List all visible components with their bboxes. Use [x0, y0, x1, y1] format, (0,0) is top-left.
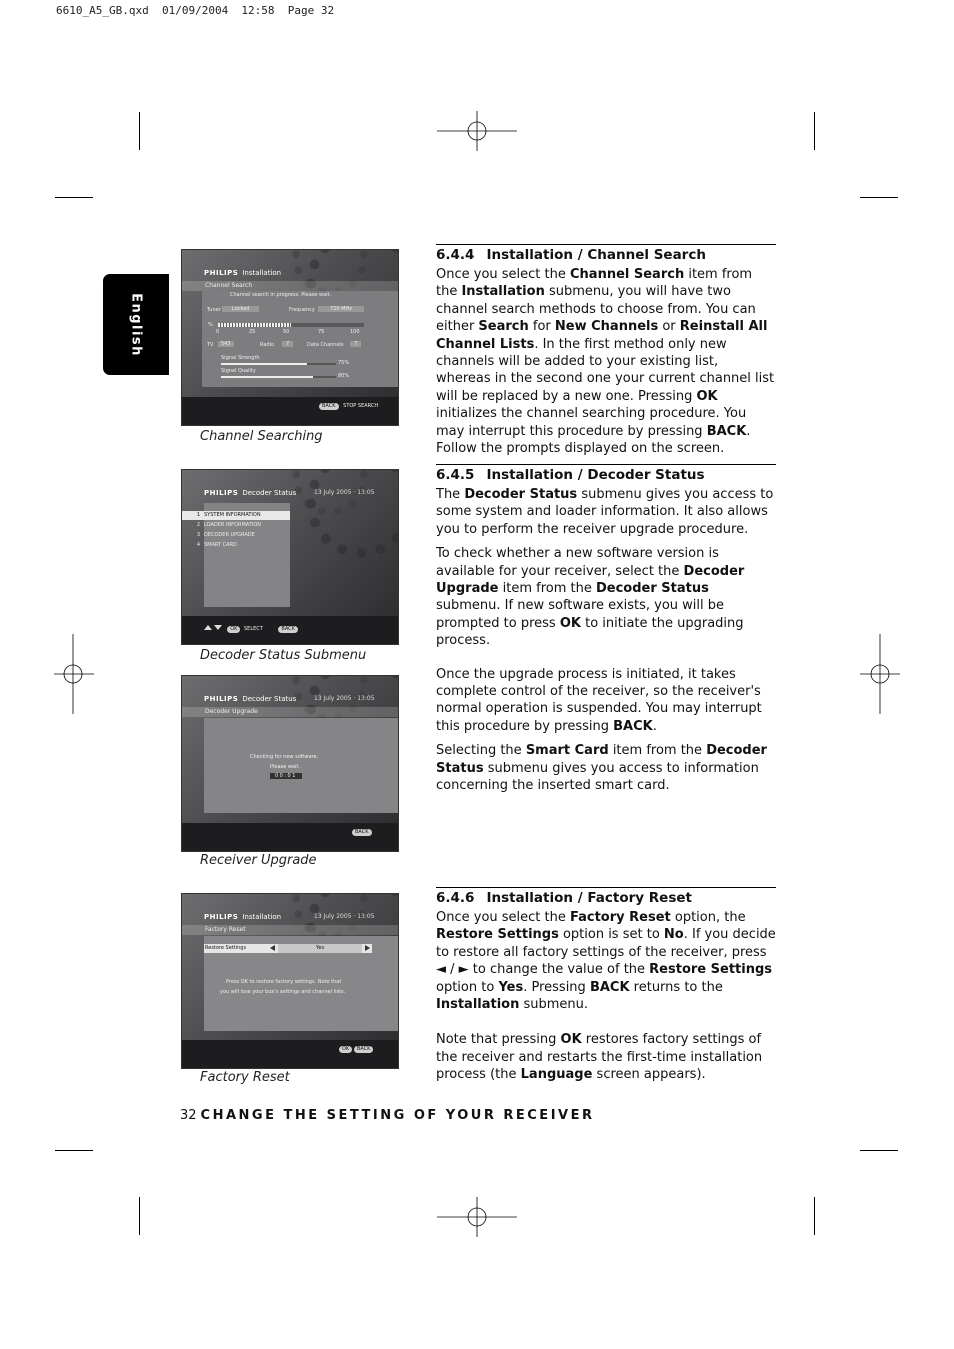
screen-brand-title: PHILIPS Installation — [204, 269, 282, 277]
page-number: 32 — [180, 1108, 197, 1123]
signal-strength-fill — [221, 363, 307, 365]
ok-button[interactable]: OK — [339, 1046, 352, 1053]
paragraph: Once the upgrade process is initiated, it takes complete control of the receiver, so the receiver's normal operation is suspended. You may interrupt this procedure by pressing BACK. — [436, 666, 762, 734]
screen-date: 13 July 2005 · 13:05 — [314, 489, 375, 496]
print-slug-line: 6610_A5_GB.qxd 01/09/2004 12:58 Page 32 — [56, 4, 335, 17]
crop-mark — [55, 197, 93, 198]
language-tab-label: English — [128, 292, 144, 357]
caption-factory-reset: Factory Reset — [200, 1070, 290, 1085]
ok-button[interactable]: OK — [227, 626, 240, 633]
section-heading: 6.4.4 Installation / Channel Search — [436, 247, 706, 263]
screen-brand-title: PHILIPS Decoder Status — [204, 489, 297, 497]
signal-quality-fill — [221, 376, 313, 378]
screen-submenu-bar: Factory Reset — [182, 925, 398, 935]
caption-receiver-upgrade: Receiver Upgrade — [200, 853, 317, 868]
screen-date: 13 July 2005 · 13:05 — [314, 695, 375, 702]
chapter-title: CHANGE THE SETTING OF YOUR RECEIVER — [200, 1108, 595, 1123]
back-button[interactable]: BACK — [352, 829, 372, 836]
screen-date: 13 July 2005 · 13:05 — [314, 913, 375, 920]
crop-mark — [55, 1150, 93, 1151]
upgrade-message-2: Please wait. — [270, 764, 300, 770]
section-6-4-6 — [436, 887, 776, 1091]
factory-reset-screenshot — [181, 893, 399, 1069]
back-button[interactable]: BACK — [354, 1046, 374, 1053]
stop-search-label: STOP SEARCH — [343, 403, 379, 409]
search-progress-fill — [218, 323, 291, 327]
crop-mark — [139, 1197, 140, 1235]
up-arrow-icon — [204, 625, 212, 630]
back-button[interactable]: BACK — [278, 626, 298, 633]
screen-brand-title: PHILIPS Installation — [204, 913, 282, 921]
crop-mark — [814, 112, 815, 150]
screen-brand-title: PHILIPS Decoder Status — [204, 695, 297, 703]
crop-mark — [860, 197, 898, 198]
registration-mark-icon — [437, 111, 517, 151]
restore-settings-row[interactable]: Restore Settings Yes — [204, 944, 372, 953]
screen-message: Channel search in progress. Please wait. — [230, 292, 332, 298]
section-heading: 6.4.5 Installation / Decoder Status — [436, 467, 705, 483]
menu-item-loader-information[interactable]: 2 LOADER INFORMATION — [196, 522, 261, 528]
crop-mark — [139, 112, 140, 150]
receiver-upgrade-screenshot — [181, 675, 399, 852]
decoder-status-screenshot: PHILIPS Decoder Status 13 July 2005 · 13:05 1 SYSTEM INFORMATION 2 LOADER INFORMATION 3 DECODER UPGRADE 4 SMART CARD OK SELECT BACK — [181, 469, 399, 645]
crop-mark — [814, 1197, 815, 1235]
registration-mark-icon — [860, 634, 900, 714]
channel-search-screenshot: PHILIPS Installation Channel Search Channel search in progress. Please wait. Tuner Locked Frequency 720 MHz % 0 25 50 75 100 TV 543 Radio 7 Data Channels 7 Signal Strength 75% Signal Quality 80% BACK STOP SEARCH — [181, 249, 399, 426]
down-arrow-icon — [214, 625, 222, 630]
factory-reset-message-1: Press OK to restore factory settings. Note that — [226, 979, 342, 985]
caption-decoder-status-submenu: Decoder Status Submenu — [200, 648, 367, 663]
menu-item-smart-card[interactable]: 4 SMART CARD — [196, 542, 237, 548]
search-progress-track — [218, 323, 364, 327]
paragraph: Selecting the Smart Card item from the Decoder Status submenu gives you access to information concerning the inserted smart card. — [436, 743, 767, 794]
menu-item-decoder-upgrade[interactable]: 3 DECODER UPGRADE — [196, 532, 255, 538]
signal-quality-track — [221, 376, 336, 378]
section-6-4-5 — [436, 464, 776, 802]
registration-mark-icon — [54, 634, 94, 714]
upgrade-message-1: Checking for new software. — [250, 754, 319, 760]
left-arrow-icon[interactable] — [270, 945, 275, 951]
back-button[interactable]: BACK — [319, 403, 339, 410]
section-6-4-4 — [436, 244, 776, 464]
right-arrow-icon[interactable] — [365, 945, 370, 951]
screen-submenu-bar: Decoder Upgrade — [182, 707, 398, 717]
factory-reset-message-2: you will lose your box's settings and channel lists. — [220, 989, 346, 995]
paragraph: To check whether a new software version is available for your receiver, select the Decoder Upgrade item from the Decoder Status submenu. If new software exists, you will be prompted to press OK to initiate the upgrading process. — [436, 546, 745, 649]
crop-mark — [860, 1150, 898, 1151]
registration-mark-icon — [437, 1197, 517, 1237]
signal-strength-track — [221, 363, 336, 365]
paragraph: Note that pressing OK restores factory settings of the receiver and restarts the first-time installation process (the Language screen appears). — [436, 1032, 763, 1083]
section-heading: 6.4.6 Installation / Factory Reset — [436, 890, 692, 906]
language-tab — [103, 274, 169, 375]
upgrade-timer: 00:01 — [270, 773, 302, 779]
page-footer — [180, 1108, 594, 1123]
paragraph: Once you select the Channel Search item from the Installation submenu, you will have two channel search methods to choose from. You can either Search for New Channels or Reinstall All Channel Lists. In the first method only new channels will be added to your existing list, whereas in the second one your current channel list will be replaced by a new one. Pressing OK initializes the channel searching procedure. You may interrupt this procedure by pressing BACK. Follow the prompts displayed on the screen. — [436, 267, 775, 457]
screen-submenu-bar: Channel Search — [182, 281, 398, 291]
caption-channel-searching: Channel Searching — [200, 429, 323, 444]
paragraph: The Decoder Status submenu gives you access to some system and loader information. It also allows you to perform the receiver upgrade procedure. — [436, 487, 774, 537]
menu-item-system-information[interactable]: 1 SYSTEM INFORMATION — [182, 511, 290, 520]
restore-settings-value: Yes — [316, 945, 325, 951]
paragraph: Once you select the Factory Reset option, the Restore Settings option is set to No. If you decide to restore all factory settings of the receiver, press ◄ / ► to change the value of the Restore Settings option to Yes. Pressing BACK returns to the Installation submenu. — [436, 910, 776, 1013]
